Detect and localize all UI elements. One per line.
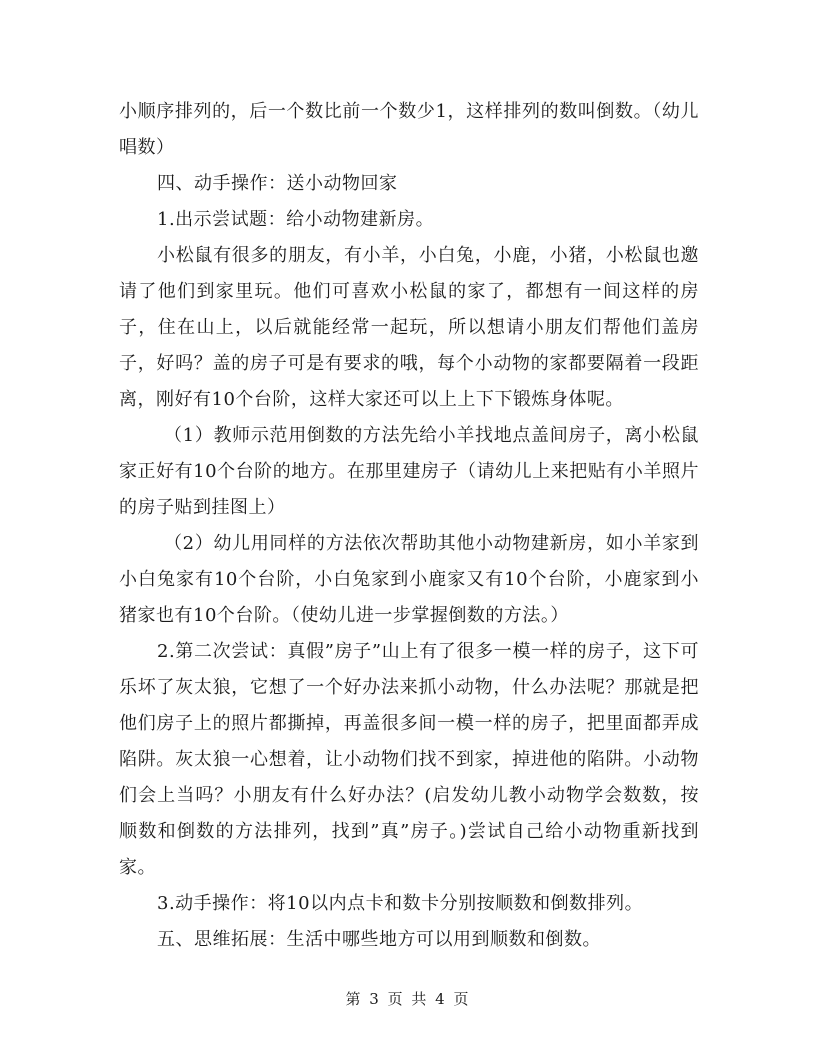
body-text [119,94,699,958]
paragraph-step-3: 3.动手操作：将10以内点卡和数卡分别按顺数和倒数排列。 [157,893,644,914]
paragraph-item-1: （1）教师示范用倒数的方法先给小羊找地点盖间房子，离小松鼠家正好有10个台阶的地方。在那里建房子（请幼儿上来把贴有小羊照片的房子贴到挂图上） [119,425,699,518]
page-footer: 第 3 页 共 4 页 [345,990,471,1008]
paragraph-item-2: （2）幼儿用同样的方法依次帮助其他小动物建新房，如小羊家到小白兔家有10个台阶，小白兔家到小鹿家又有10个台阶，小鹿家到小猪家也有10个台阶。（使幼儿进一步掌握倒数的方法。） [119,533,699,626]
paragraph-step-2: 2.第二次尝试：真假”房子”山上有了很多一模一样的房子，这下可乐坏了灰太狼，它想了一个好办法来抓小动物，什么办法呢？那就是把他们房子上的照片都撕掉，再盖很多间一模一样的房子，把里面都弄成陷阱。灰太狼一心想着，让小动物们找不到家，掉进他的陷阱。小动物们会上当吗？小朋友有什么好办法？(启发幼儿教小动物学会数数，按顺数和倒数的方法排列，找到”真”房子。)尝试自己给小动物重新找到家。 [119,641,699,878]
paragraph-1: 小顺序排列的，后一个数比前一个数少1，这样排列的数叫倒数。（幼儿唱数） [119,101,699,158]
paragraph-story: 小松鼠有很多的朋友，有小羊，小白兔，小鹿，小猪，小松鼠也邀请了他们到家里玩。他们可喜欢小松鼠的家了，都想有一间这样的房子，住在山上，以后就能经常一起玩，所以想请小朋友们帮他们盖房子，好吗？盖的房子可是有要求的哦，每个小动物的家都要隔着一段距离，刚好有10个台阶，这样大家还可以上上下下锻炼身体呢。 [119,245,699,410]
paragraph-step-1: 1.出示尝试题：给小动物建新房。 [157,209,435,230]
paragraph-section-4-heading: 四、动手操作：送小动物回家 [157,173,398,194]
paragraph-section-5-heading: 五、思维拓展：生活中哪些地方可以用到顺数和倒数。 [157,929,601,950]
